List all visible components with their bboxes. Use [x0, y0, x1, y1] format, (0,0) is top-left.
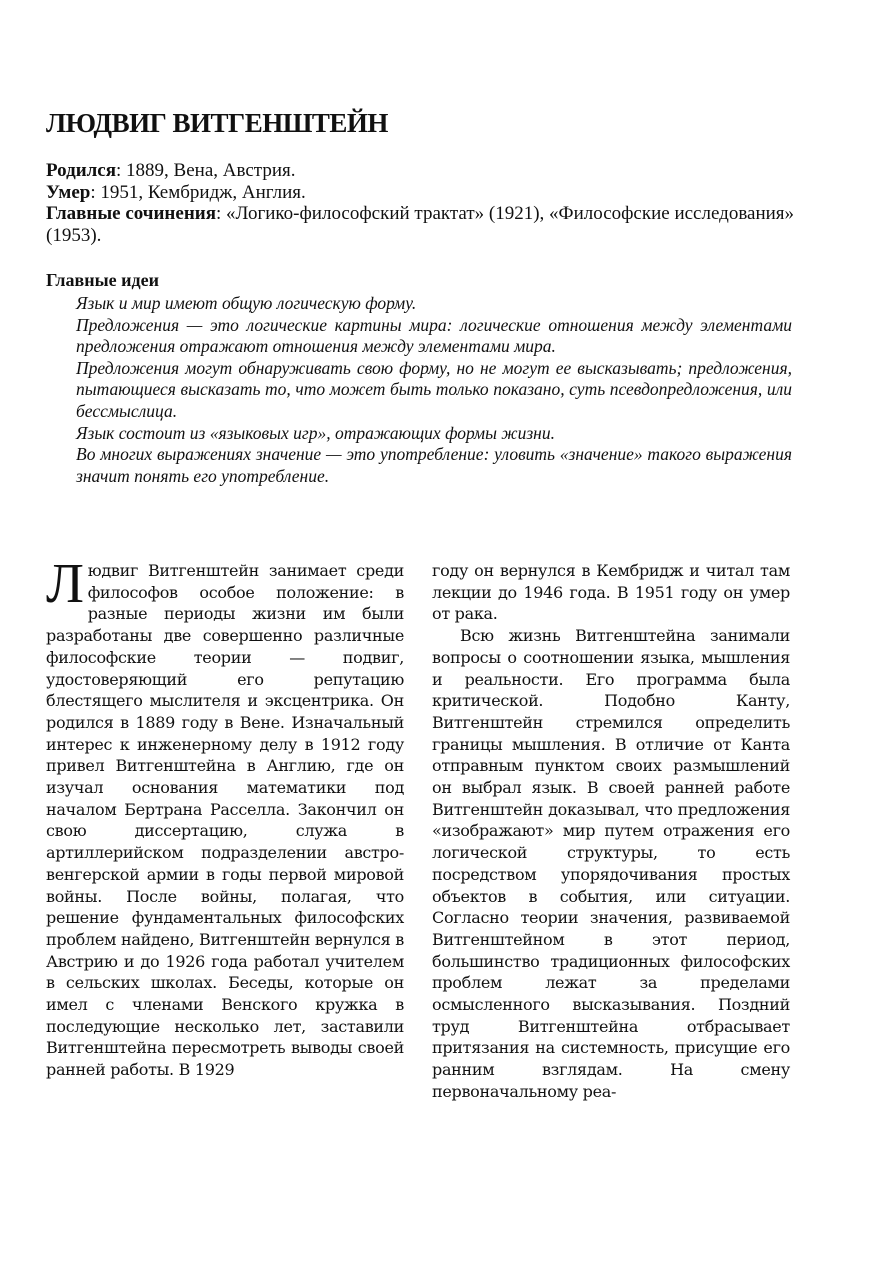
works-value: : «Логико-философский трактат» (1921), «Философские исследования» (1953).	[46, 203, 795, 246]
main-ideas-heading: Главные идеи	[46, 270, 159, 290]
idea-item: Во многих выражениях значение — это употребление: уловить «значение» такого выражения значит понять его употребление.	[76, 444, 792, 486]
born-line	[46, 160, 796, 182]
idea-item: Предложения могут обнаруживать свою форму, но не могут ее высказывать; предложения, пытающиеся высказать то, что может быть только показано, суть псевдопредложения, или бессмыслица.	[76, 357, 792, 421]
body-paragraph	[46, 553, 404, 1081]
works-label: Главные сочинения	[46, 203, 216, 224]
works-line	[46, 203, 796, 246]
idea-item: Предложения — это логические картины мира: логические отношения между элементами предложения отражают отношения между элементами мира.	[76, 314, 792, 357]
bio-facts	[46, 160, 796, 246]
idea-item: Язык состоит из «языковых игр», отражающих формы жизни.	[76, 422, 555, 443]
body-column-right	[432, 560, 790, 1103]
body-paragraph-continued: году он вернулся в Кембридж и читал там лекции до 1946 года. В 1951 году он умер от рака.	[432, 561, 790, 624]
drop-cap: Л	[46, 553, 84, 615]
paragraph-text: юдвиг Витгенштейн занимает среди философов особое положение: в разные периоды жизни им были разработаны две совершенно различные философские теории — подвиг, удостоверяющий его репутацию блестящего мыслителя и эксцентрика. Он родился в 1889 году в Вене. Изначальный интерес к инженерному делу в 1912 году привел Витгенштейна в Англию, где он изучал основания математики под началом Бертрана Расселла. Закончил он свою диссертацию, служа в артиллерийском подразделении австро-венгерской армии в годы первой мировой войны. После войны, полагая, что решение фундаментальных философских проблем найдено, Витгенштейн вернулся в Австрию и до 1926 года работал учителем в сельских школах. Беседы, которые он имел с членами Венского кружка в последующие несколько лет, заставили Витгенштейна пересмотреть выводы своей ранней работы. В 1929	[46, 561, 404, 1080]
died-label: Умер	[46, 181, 91, 203]
died-line	[46, 182, 796, 204]
body-column-left	[46, 553, 404, 1081]
born-value: : 1889, Вена, Австрия.	[116, 160, 296, 181]
body-paragraph: Всю жизнь Витгенштейна занимали вопросы о соотношении языка, мышления и реальности. Его программа была критической. Подобно Канту, Витгенштейн стремился определить границы мышления. В отличие от Канта отправным пунктом своих размышлений он выбрал язык. В своей ранней работе Витгенштейн доказывал, что предложения «изображают» мир путем отражения его логической структуры, то есть посредством упорядочивания простых объектов в события, или ситуации. Согласно теории значения, развиваемой Витгенштейном в этот период, большинство традиционных философских проблем лежат за пределами осмысленного высказывания. Поздний труд Витгенштейна отбрасывает притязания на системность, присущие его ранним взглядам. На смену первоначальному реа-	[432, 626, 790, 1101]
idea-item: Язык и мир имеют общую логическую форму.	[76, 293, 417, 313]
died-value: : 1951, Кембридж, Англия.	[90, 181, 306, 203]
main-ideas-list	[76, 293, 792, 487]
page-title: ЛЮДВИГ ВИТГЕНШТЕЙН	[46, 108, 388, 138]
born-label: Родился	[46, 160, 117, 181]
